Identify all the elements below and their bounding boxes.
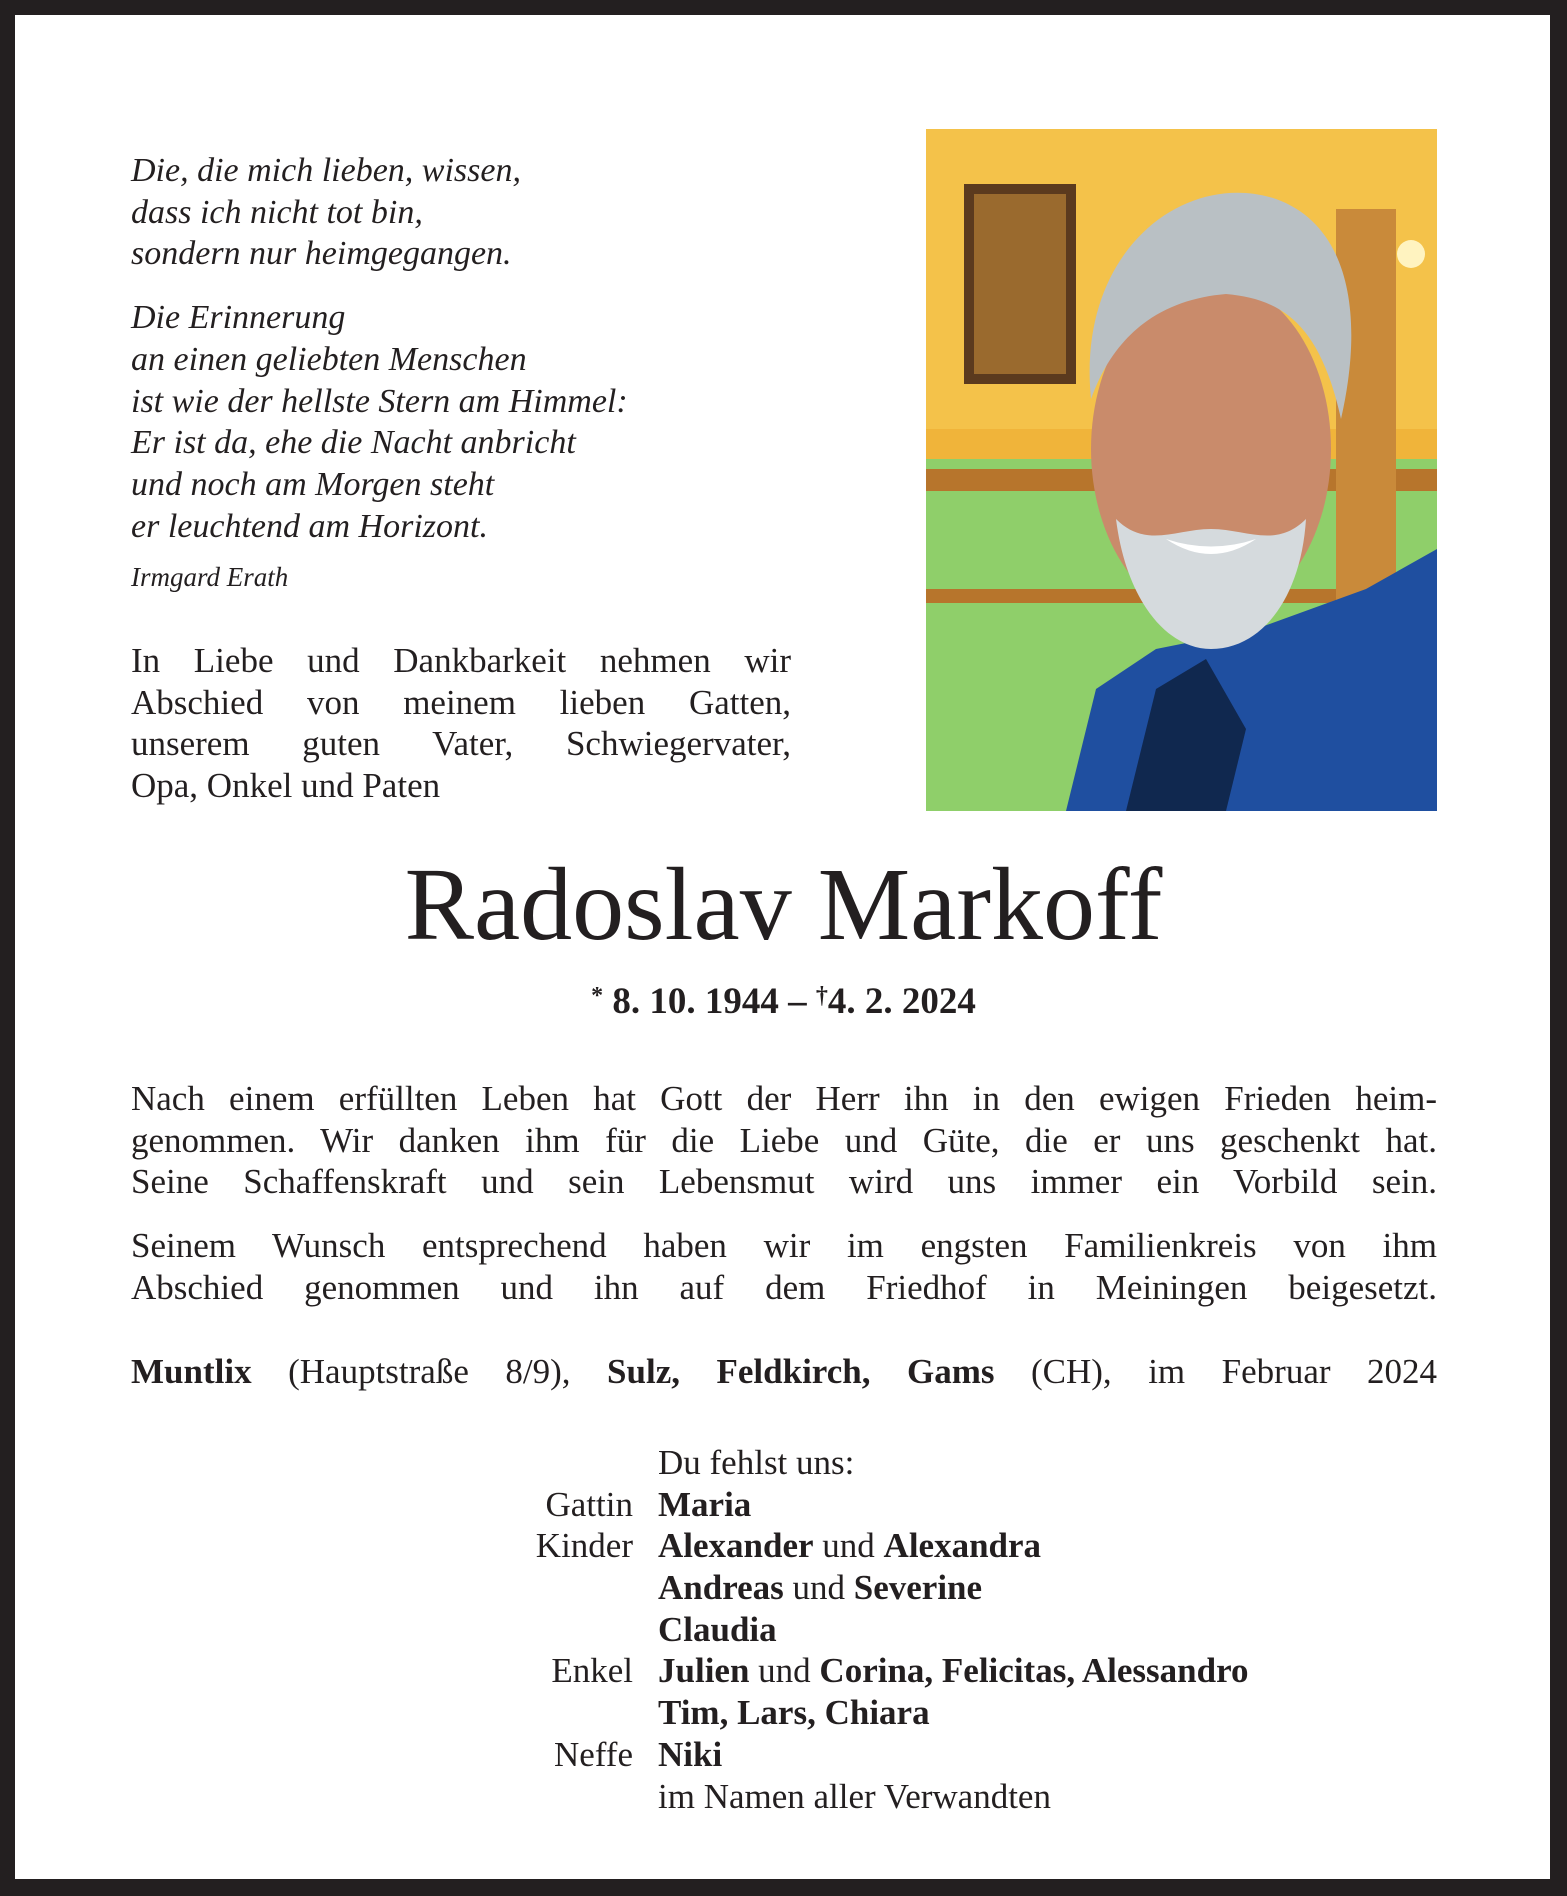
poem-line: sondern nur heimgegangen. [131,235,512,273]
relative-name: Corina, Felicitas, Alessandro [819,1651,1249,1691]
poem-line: an einen geliebten Menschen [131,340,527,378]
poem [131,150,751,599]
poem-line: er leuchtend am Horizont. [131,507,488,545]
poem-line: Die Erinnerung [131,299,346,337]
place-towns: Sulz, Feldkirch, Gams [607,1352,995,1391]
intro-line: unserem guten Vater, Schwiegervater, [131,724,791,763]
birth-date: 8. 10. 1944 [612,981,779,1022]
poem-line: ist wie der hellste Stern am Himmel: [131,382,628,420]
paragraph-line: Seine Schaffenskraft und sein Lebensmut wird uns immer ein Vorbild sein. [131,1162,1437,1201]
portrait-photo [926,129,1437,811]
family-heading: Du fehlst uns: [658,1443,855,1482]
paragraph-line: Nach einem erfüllten Leben hat Gott der Herr ihn in den ewigen Frieden heim- [131,1079,1437,1118]
family-row-kinder [0,1567,1567,1609]
intro-line: In Liebe und Dankbarkeit nehmen wir [131,641,791,680]
relative-name: Severine [853,1568,983,1608]
relative-name: Alexandra [883,1526,1042,1566]
family-row-kinder [0,1525,1567,1567]
conjunction: und [822,1526,875,1566]
paragraph-line: genommen. Wir danken ihm für die Liebe und Güte, die er uns geschenkt hat. [131,1120,1437,1160]
family-row-gattin [0,1484,1567,1526]
place-address: (Hauptstraße 8/9), [288,1352,571,1391]
death-date: 4. 2. 2024 [827,981,976,1022]
relation-label: Gattin [545,1484,633,1524]
relative-name: Julien [658,1651,750,1691]
paragraph-2 [131,1225,1437,1308]
relative-name: Alexander [658,1526,814,1566]
family-row-neffe [0,1734,1567,1776]
intro-line: Abschied von meinem lieben Gatten, [131,682,791,722]
relation-label: Kinder [535,1526,633,1566]
poem-line: Er ist da, ehe die Nacht anbricht [131,424,576,462]
place-country-date: (CH), im Februar 2024 [1031,1352,1438,1391]
intro-line: Opa, Onkel und Paten [131,765,441,805]
relation-label: Neffe [553,1734,633,1774]
deceased-name: Radoslav Markoff [404,847,1163,962]
intro-text [131,640,791,806]
relative-name: Niki [658,1734,723,1774]
relative-name: Claudia [658,1609,777,1649]
paragraph-line: Seinem Wunsch entsprechend haben wir im engsten Familienkreis von ihm [131,1226,1437,1265]
poem-line: Die, die mich lieben, wissen, [131,152,521,189]
place-date-line [131,1352,1437,1392]
birth-symbol: * [591,983,604,1009]
portrait-photo-icon [926,129,1437,811]
poem-line: und noch am Morgen steht [131,465,495,503]
family-list [0,1442,1567,1817]
relative-name: Tim, Lars, Chiara [658,1693,930,1733]
paragraph-1 [131,1078,1437,1203]
poem-author: Irmgard Erath [131,562,289,593]
date-separator: – [788,981,807,1022]
paragraph-line: Abschied genommen und ihn auf dem Friedhof in Meiningen beigesetzt. [131,1267,1437,1307]
conjunction: und [792,1568,846,1608]
life-dates [0,980,1567,1023]
family-row-kinder [0,1609,1567,1651]
relative-name: Andreas [658,1568,784,1608]
conjunction: und [758,1651,811,1691]
poem-line: dass ich nicht tot bin, [131,193,423,231]
family-closing: im Namen aller Verwandten [658,1776,1051,1816]
family-row-enkel [0,1692,1567,1734]
death-symbol: † [815,983,828,1009]
relation-label: Enkel [551,1651,633,1691]
place-town: Muntlix [131,1352,252,1391]
relative-name: Maria [658,1484,752,1524]
family-row-enkel [0,1650,1567,1692]
